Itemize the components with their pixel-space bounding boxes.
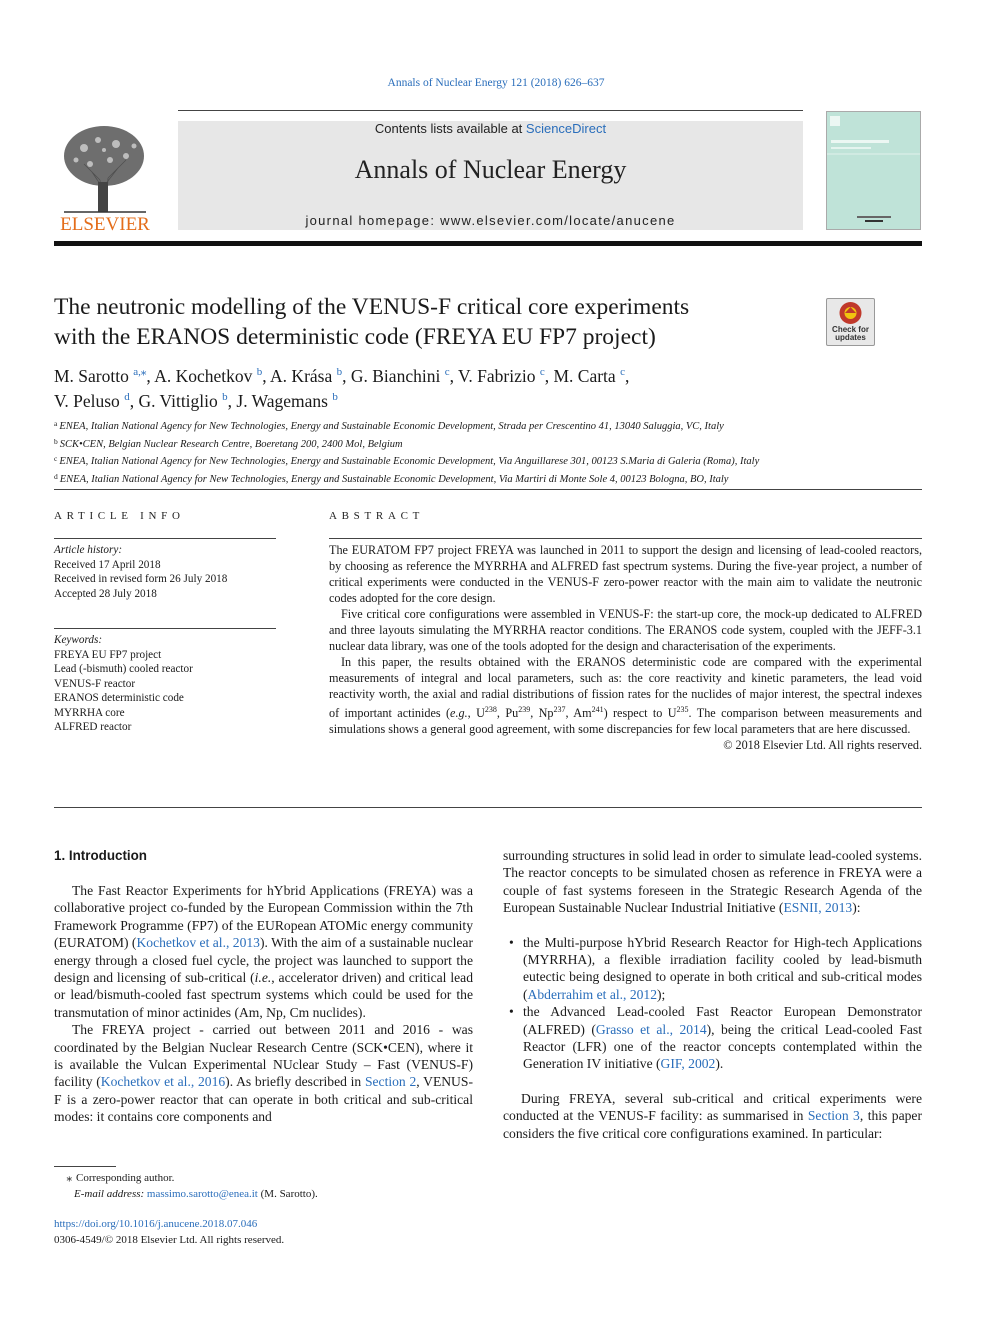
contents-line — [178, 121, 803, 136]
list-item: • the Advanced Lead-cooled Fast Reactor European Demonstrator (ALFRED) (Grasso et al., 2014), being the critical Lead-cooled Fast Reactor (LFR) one of the reactor concepts contemplated within the Generation IV initiative (GIF, 2002). — [523, 1003, 922, 1073]
list-item: • the Multi-purpose hYbrid Research Reactor for High-tech Applications (MYRRHA), a flexible irradiation facility cooled by lead-bismuth eutectic being designed to operate in both critical and sub-critical modes (Abderrahim et al., 2012); — [523, 934, 922, 1004]
title-line-2: with the ERANOS deterministic code (FREYA EU FP7 project) — [54, 324, 656, 350]
author-name[interactable]: G. Bianchini — [350, 366, 441, 386]
keyword: VENUS-F reactor — [54, 677, 136, 690]
author-line-2 — [54, 387, 814, 412]
elsevier-wordmark: ELSEVIER — [60, 214, 150, 232]
elsevier-tree-icon — [54, 120, 156, 232]
journal-title[interactable]: Annals of Nuclear Energy — [354, 155, 627, 184]
citation-link[interactable]: Abderrahim et al., 2012 — [527, 986, 658, 1002]
doi-link[interactable]: https://doi.org/10.1016/j.anucene.2018.07.046 — [54, 1218, 258, 1230]
author-affiliation-marker[interactable]: d — [124, 391, 130, 403]
abstract-heading: ABSTRACT — [329, 510, 425, 522]
keyword: MYRRHA core — [54, 706, 125, 719]
journal-cover-icon — [827, 112, 920, 229]
author-affiliation-marker[interactable]: a,⁎ — [133, 366, 147, 378]
abstract-paragraph: Five critical core configurations were assembled in VENUS-F: the start-up core, the mock-up dedicated to ALFRED and three layouts simulating the MYRRHA reactor conditions. The ERANOS code system, coupled with the JEFF-3.1 nuclear data library, was one of the tools adopted for the design and characterisation of the experiments. — [329, 607, 922, 653]
journal-reference[interactable]: Annals of Nuclear Energy 121 (2018) 626–637 — [387, 77, 605, 89]
affiliation: $^c$ ENEA, Italian National Agency for New Technologies, Energy and Sustainable Economic Development, Via Anguillarese 301, 00123 S.Maria di Galeria (Roma), Italy — [54, 454, 760, 468]
author-separator: , — [544, 366, 554, 386]
author-affiliation-marker[interactable]: b — [256, 366, 263, 378]
issn-line: 0306-4549/© 2018 Elsevier Ltd. All rights reserved. — [54, 1234, 285, 1246]
affiliation-list — [54, 417, 922, 487]
elsevier-logo[interactable] — [54, 120, 156, 232]
info-rule — [54, 538, 276, 539]
author-separator: , — [262, 366, 271, 386]
email-note: E-mail address: massimo.sarotto@enea.it (M. Sarotto). — [74, 1188, 318, 1200]
abstract-paragraph: The EURATOM FP7 project FREYA was launched in 2011 to support the design and licensing of lead-cooled reactors, by choosing as reference the MYRRHA and ALFRED fast spectrum systems. During the five-year project, a number of critical experiments were conducted in the VENUS-F zero-power reactor with the main aim to validate the neutronic codes adopted for the core design. — [329, 543, 922, 605]
contents-prefix: Contents lists available at — [374, 121, 526, 136]
check-for-updates-button[interactable] — [826, 298, 875, 346]
author-list — [54, 362, 814, 412]
section-heading-introduction: 1. Introduction — [54, 848, 147, 863]
publication-info — [54, 1216, 473, 1248]
author-name[interactable]: V. Peluso — [54, 391, 120, 411]
abstract-paragraph: In this paper, the results obtained with the ERANOS deterministic code are compared with the experimental measurements of integral and local parameters, such as: the core reactivity and kinetic parameters, the lead void reactivity worth, the axial and radial distributions of fission rates for the nuclides of major interest, the spectral indexes of important actinides (e.g., $U^{238}$, Pu$^{239}$, Np$^{237}$, Am$^{241}$) respect to $U^{235}$. The comparison between measurements and simulations shows a general good agreement, with some discrepancies for few local parameters that are here discussed. — [329, 655, 922, 736]
body-paragraph: During FREYA, several sub-critical and critical experiments were conducted at the VENUS-F facility: as summarised in Section 3, this paper considers the five critical core configurations examined. In particular: — [503, 1090, 922, 1141]
keyword: ALFRED reactor — [54, 721, 132, 733]
author-affiliation-marker[interactable]: c — [620, 366, 625, 378]
author-separator: , — [227, 391, 237, 411]
journal-homepage[interactable]: journal homepage: www.elsevier.com/locate/anucene — [305, 213, 676, 228]
citation-link[interactable]: Kochetkov et al., 2016 — [100, 1074, 226, 1090]
sciencedirect-link[interactable]: ScienceDirect — [525, 121, 607, 136]
section-divider — [54, 807, 922, 808]
author-separator: , — [624, 366, 630, 386]
journal-masthead — [178, 121, 803, 230]
footnote-rule — [54, 1166, 116, 1167]
body-paragraph: The Fast Reactor Experiments for hYbrid Applications (FREYA) was a collaborative project co-funded by the European Commission within the 7th Framework Programme (FP7) of the EURopean ATOMic energy community (EURATOM) (Kochetkov et al., 2013). With the aim of a sustainable nuclear energy through a closed fuel cycle, the project was launched to support the design and licensing of sub-critical (i.e., accelerator driven) and critical lead or lead/bismuth-cooled fast spectrum systems which could be used for the transmutation of minor actinides (Am, Np, Cm nuclides). — [54, 883, 473, 1020]
article-info-heading: ARTICLE INFO — [54, 510, 185, 522]
history-received: Received 17 April 2018 — [54, 558, 161, 571]
title-line-1: The neutronic modelling of the VENUS-F critical core experiments — [54, 294, 690, 320]
citation-link[interactable]: Kochetkov et al., 2013 — [136, 935, 260, 951]
author-name[interactable]: M. Carta — [553, 366, 616, 386]
affiliation: $^d$ ENEA, Italian National Agency for New Technologies, Energy and Sustainable Economic Development, Via Martiri di Monte Sole 4, 00123 Bologna, BO, Italy — [54, 471, 729, 485]
keywords — [54, 633, 276, 735]
author-separator: , — [129, 391, 139, 411]
keywords-rule — [54, 628, 276, 629]
copyright: © 2018 Elsevier Ltd. All rights reserved. — [723, 738, 922, 752]
citation-link[interactable]: GIF, 2002 — [660, 1056, 716, 1072]
author-name[interactable]: M. Sarotto — [54, 366, 129, 386]
reactor-list — [503, 934, 922, 1073]
keyword: ERANOS deterministic code — [54, 692, 184, 704]
header-rule — [178, 110, 803, 111]
author-separator: , — [146, 366, 155, 386]
section-link[interactable]: Section 2 — [364, 1074, 417, 1090]
affiliation: $^a$ ENEA, Italian National Agency for New Technologies, Energy and Sustainable Economic Development, Strada per Crescentino 41, 13040 Saluggia, VC, Italy — [54, 419, 724, 432]
history-revised: Received in revised form 26 July 2018 — [54, 573, 228, 585]
author-separator: , — [342, 366, 351, 386]
author-name[interactable]: A. Krása — [270, 366, 333, 386]
keyword: Lead (-bismuth) cooled reactor — [54, 663, 193, 675]
author-affiliation-marker[interactable]: b — [336, 366, 343, 378]
author-separator: , — [449, 366, 459, 386]
keywords-label: Keywords: — [54, 634, 103, 646]
keyword: FREYA EU FP7 project — [54, 648, 162, 661]
section-divider — [54, 489, 922, 490]
author-line-1 — [54, 362, 814, 387]
author-email-link[interactable]: massimo.sarotto@enea.it — [146, 1188, 258, 1200]
body-left-column — [54, 882, 473, 1126]
citation-link[interactable]: Grasso et al., 2014 — [595, 1021, 707, 1037]
corresponding-author-note: ⁎ Corresponding author. — [66, 1172, 175, 1184]
history-accepted: Accepted 28 July 2018 — [54, 587, 157, 600]
author-affiliation-marker[interactable]: b — [222, 391, 228, 403]
section-link[interactable]: Section 3 — [807, 1108, 860, 1124]
body-paragraph: surrounding structures in solid lead in order to simulate lead-cooled systems. The reactor concepts to be simulated chosen as reference in FREYA were a couple of fast systems foreseen in the Strategic Research Agenda of the European Sustainable Nuclear Industrial Initiative (ESNII, 2013): — [503, 848, 922, 916]
affiliation: $^b$ SCK•CEN, Belgian Nuclear Research Centre, Boeretang 200, 2400 Mol, Belgium — [54, 436, 403, 450]
journal-cover-thumbnail[interactable] — [826, 111, 921, 230]
author-affiliation-marker[interactable]: c — [539, 366, 545, 378]
article-title — [54, 292, 814, 352]
author-name[interactable]: G. Vittiglio — [138, 391, 218, 411]
citation-link[interactable]: ESNII, 2013 — [783, 900, 853, 916]
body-right-column — [503, 847, 922, 1142]
article-history — [54, 543, 276, 601]
author-name[interactable]: J. Wagemans — [236, 391, 328, 411]
author-name[interactable]: V. Fabrizio — [458, 366, 536, 386]
footnote-block — [54, 1170, 473, 1202]
author-name[interactable]: A. Kochetkov — [154, 366, 253, 386]
body-paragraph: The FREYA project - carried out between 2011 and 2016 - was coordinated by the Belgian Nuclear Research Centre (SCK•CEN), where it is available the Vulcan Experimental NUclear Study – Fast (VENUS-F) facility (Kochetkov et al., 2016). As briefly described in Section 2, VENUS-F is a zero-power reactor that can operate in both critical and sub-critical modes: it contains core components and — [54, 1022, 473, 1125]
check-updates-label: Check for updates — [832, 325, 869, 342]
abstract-rule — [329, 538, 922, 539]
abstract-body — [329, 542, 922, 753]
author-affiliation-marker[interactable]: b — [332, 391, 338, 403]
header-thick-rule — [54, 241, 922, 246]
history-label: Article history: — [54, 544, 123, 556]
author-affiliation-marker[interactable]: c — [444, 366, 450, 378]
